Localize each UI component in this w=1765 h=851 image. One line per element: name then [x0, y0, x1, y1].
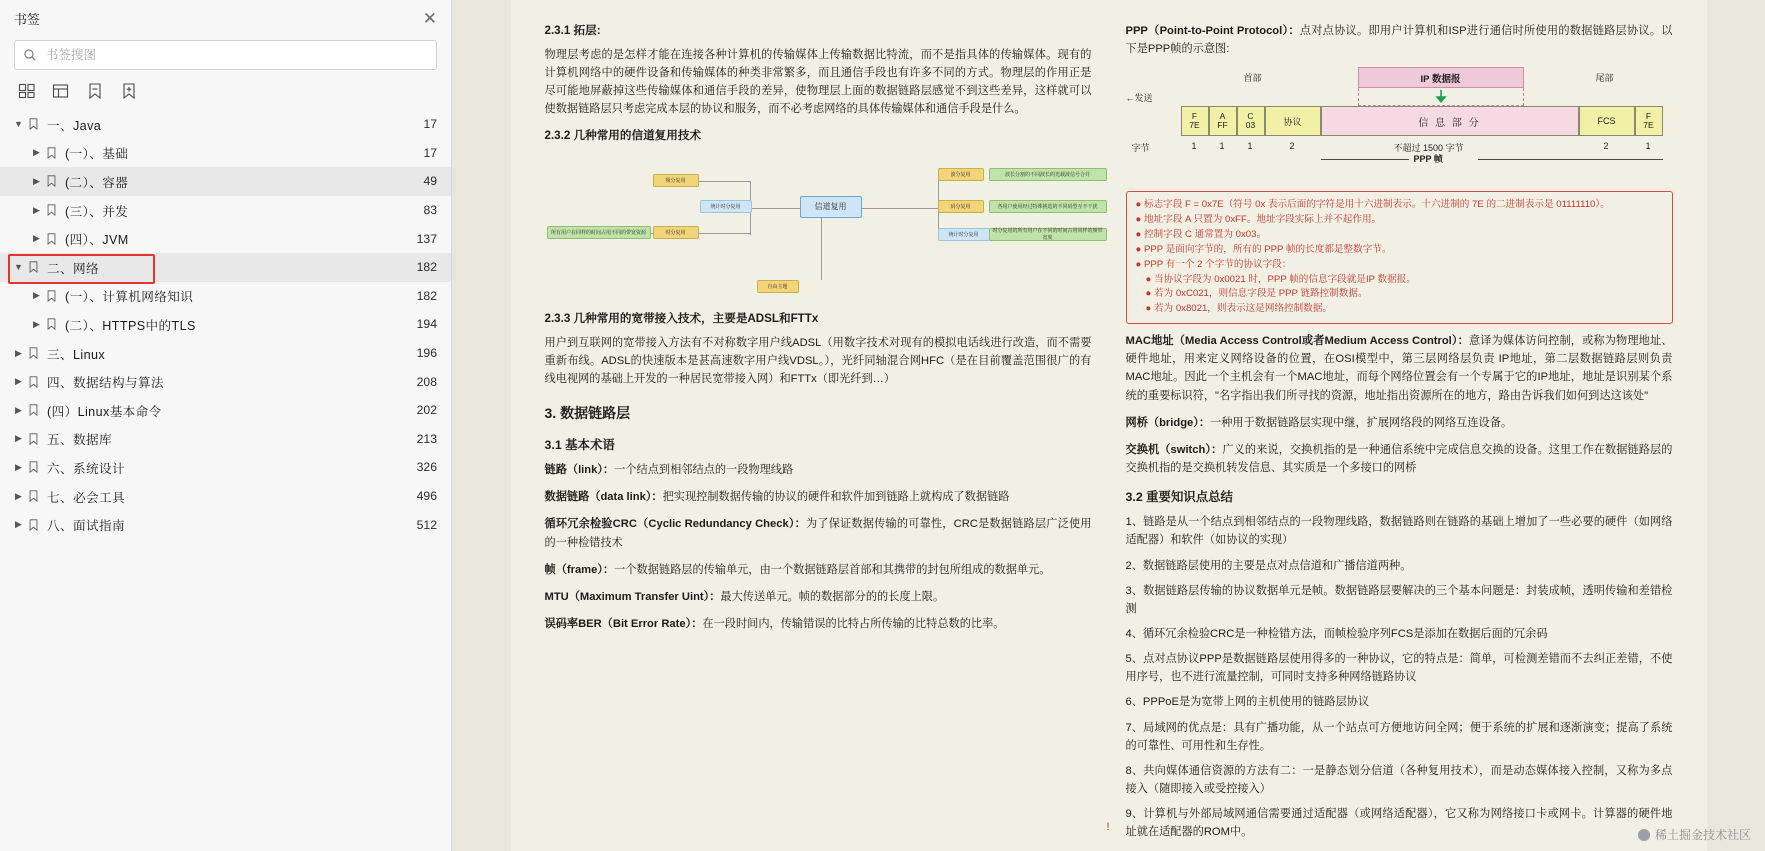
- expand-all-icon[interactable]: [18, 82, 36, 100]
- document-right-column: [1126, 22, 1673, 851]
- bookmark-label: 五、数据库: [47, 433, 112, 448]
- summary-point: 1、链路是从一个结点到相邻结点的一段物理线路，数据链路则在链路的基础上增加了一些必要的硬件（如网络适配器）和软件（如协议的实现）: [1125, 516, 1673, 547]
- bookmark-item[interactable]: [0, 282, 451, 311]
- bookmark-item[interactable]: [0, 196, 451, 225]
- chevron-right-icon[interactable]: ▶: [15, 433, 22, 444]
- pdf-page: [511, 0, 1707, 851]
- byte-label: 字节: [1131, 143, 1150, 154]
- search-input[interactable]: [44, 47, 428, 63]
- down-arrow-icon: [1433, 89, 1449, 105]
- bookmark-label: (一）、基础: [65, 147, 129, 162]
- diagram-node: 所有用户在同样的时间占用不同的带宽资源: [547, 226, 651, 239]
- ip-dashed-region: [1358, 88, 1524, 106]
- bookmark-page-number: 17: [423, 117, 437, 132]
- bookmark-page-number: 17: [423, 145, 437, 160]
- term-name: 数据链路（data link）：: [544, 491, 663, 504]
- add-bookmark-icon[interactable]: [86, 82, 104, 100]
- term-name: 误码率BER（Bit Error Rate）：: [544, 617, 703, 630]
- bookmark-icon: [27, 376, 40, 388]
- bookmark-item[interactable]: [0, 339, 451, 368]
- watermark-logo-icon: [1638, 829, 1650, 841]
- bookmark-icon: [27, 261, 40, 273]
- heading-2-3-1: 2.3.1 拓层:: [544, 24, 601, 37]
- term-definition: 最大传送单元。帧的数据部分的的长度上限。: [720, 590, 945, 603]
- bookmark-label: (四）Linux基本命令: [47, 404, 162, 419]
- frame-cell-protocol: 协议: [1265, 106, 1321, 136]
- bookmark-label: (三）、并发: [65, 204, 129, 219]
- bookmark-item[interactable]: [0, 425, 451, 454]
- bookmark-label: 六、系统设计: [47, 461, 125, 476]
- ip-datagram-box: IP 数据报: [1358, 67, 1524, 88]
- ppp-notes-box: [1126, 191, 1673, 324]
- close-icon[interactable]: ✕: [422, 8, 437, 28]
- bookmark-label: (四）、JVM: [65, 233, 129, 248]
- diagram-node: 各用户使用经过特殊挑选的不同码型互不干扰: [989, 200, 1107, 213]
- term-name: MTU（Maximum Transfer Uint）：: [544, 590, 721, 603]
- bookmark-page-number: 182: [416, 260, 437, 275]
- summary-point: 7、局域网的优点是：具有广播功能，从一个站点可方便地访问全网；便于系统的扩展和逐渐演变；提高了系统的可靠性、可用性和生存性。: [1125, 721, 1673, 752]
- bookmark-icon: [27, 118, 40, 130]
- bookmark-label: 七、必会工具: [47, 490, 125, 505]
- chevron-right-icon[interactable]: ▶: [33, 233, 40, 244]
- bookmark-item[interactable]: [0, 396, 451, 425]
- summary-point: 6、PPPoE是为宽带上网的主机使用的链路层协议: [1125, 696, 1370, 709]
- ppp-note-text: PPP 有一个 2 个字节的协议字段：: [1143, 258, 1292, 270]
- heading-3-1-basic-terms: 3.1 基本术语: [544, 438, 615, 452]
- chevron-right-icon[interactable]: ▶: [15, 461, 22, 472]
- bookmark-item[interactable]: [0, 139, 451, 168]
- bookmark-item[interactable]: [0, 224, 451, 253]
- bridge-paragraph: [1126, 414, 1673, 432]
- term-name: 循环冗余检验CRC（Cyclic Redundancy Check）：: [544, 518, 806, 531]
- term-name: 链路（link）：: [544, 464, 615, 477]
- ppp-note-text: 若为 0x8021，则表示这是网络控制数据。: [1153, 303, 1333, 315]
- bridge-term: 网桥（bridge）：: [1125, 416, 1211, 429]
- bookmark-icon: [27, 347, 40, 359]
- bookmark-search-wrap: [0, 36, 451, 78]
- diagram-node: 时分复用: [653, 226, 699, 239]
- ppp-note-text: 控制字段 C 通常置为 0x03。: [1143, 229, 1267, 240]
- diagram-node: 波长分割的不同波长的光载波信号合并: [989, 168, 1107, 181]
- bookmark-item[interactable]: [0, 167, 451, 196]
- frame-cell-A: A FF: [1209, 106, 1237, 136]
- term-entry: [545, 615, 1092, 633]
- frame-cell-F2: F 7E: [1635, 106, 1663, 136]
- collapse-all-icon[interactable]: [52, 82, 70, 100]
- chevron-right-icon[interactable]: ▶: [33, 290, 40, 301]
- summary-point: 4、循环冗余检验CRC是一种检错方法，而帧检验序列FCS是添加在数据后面的冗余码: [1125, 627, 1548, 640]
- bookmark-page-number: 213: [416, 431, 437, 446]
- bookmark-page-number: 49: [423, 174, 437, 189]
- bookmark-label: (二）、HTTPS中的TLS: [65, 318, 196, 333]
- bookmark-item[interactable]: [0, 253, 451, 282]
- bookmark-item[interactable]: [0, 510, 451, 539]
- bookmarks-header: [0, 0, 451, 36]
- bookmark-label: 三、Linux: [47, 347, 106, 362]
- bookmark-page-number: 512: [416, 517, 437, 532]
- bookmarks-panel: [0, 0, 452, 851]
- term-definition: 把实现控制数据传输的协议的硬件和软件加到链路上就构成了数据链路: [662, 491, 1010, 504]
- bookmark-icon: [45, 147, 58, 159]
- ppp-note-text: PPP 是面向字节的，所有的 PPP 帧的长度都是整数字节。: [1143, 243, 1392, 255]
- ppp-frame-diagram: ←发送 首部 尾部 IP 数据报 F 7E A FF C 03 协议 信 息 部 分 FCS F 7E 字节 1 1 1 2 不超过 1500 字节 2 1 PPP 帧: [1126, 67, 1673, 185]
- summary-points-list: [1126, 513, 1673, 841]
- switch-term: 交换机（switch）：: [1125, 443, 1223, 456]
- frame-cell-info: 信 息 部 分: [1321, 106, 1579, 136]
- bookmark-page-number: 202: [416, 403, 437, 418]
- bookmark-icon: [45, 204, 58, 216]
- term-definition: 一个数据链路层的传输单元，由一个数据链路层首部和其携带的封包所组成的数据单元。: [614, 563, 1051, 576]
- bookmark-item[interactable]: [0, 310, 451, 339]
- bookmark-icon: [27, 490, 40, 502]
- term-definition: 在一段时间内，传输错误的比特占所传输的比特总数的比率。: [702, 617, 1005, 630]
- chevron-right-icon[interactable]: ▶: [15, 404, 22, 415]
- term-entry: [545, 461, 1092, 479]
- heading-3-data-link-layer: 3. 数据链路层: [544, 405, 631, 422]
- page-marker: !: [1106, 821, 1110, 833]
- ppp-note-item: ● 控制字段 C 通常置为 0x03。: [1135, 229, 1267, 240]
- ppp-note-text: 当协议字段为 0x0021 时，PPP 帧的信息字段就是IP 数据报。: [1153, 273, 1416, 285]
- bookmark-toolbar: [0, 78, 451, 108]
- ppp-note-text: 标志字段 F = 0x7E（符号 0x 表示后面的字符是用十六进制表示。十六进制的 7E 的二进制表示是 01111110）。: [1143, 199, 1610, 211]
- bookmark-icon: [27, 461, 40, 473]
- term-entry: [545, 561, 1092, 579]
- bookmark-icon: [45, 233, 58, 245]
- diagram-node: 统计时分复用: [700, 200, 752, 213]
- diagram-node: 时分复用的所有用户在不同的时间占用同样的频带宽度: [989, 228, 1107, 241]
- chevron-right-icon[interactable]: ▶: [15, 347, 22, 358]
- diagram-node: 统计时分复用: [938, 228, 990, 241]
- term-entry: [545, 488, 1092, 506]
- ppp-note-item: ● PPP 有一个 2 个字节的协议字段：: [1135, 258, 1292, 270]
- terms-list: [545, 461, 1092, 633]
- bookmark-item[interactable]: [0, 482, 451, 511]
- diagram-node: 自由主题: [757, 280, 799, 293]
- send-label: ←发送: [1125, 93, 1153, 104]
- tail-label: 尾部: [1595, 73, 1614, 84]
- ppp-frame-label: PPP 帧: [1413, 154, 1443, 165]
- bookmark-item[interactable]: [0, 367, 451, 396]
- edit-bookmark-icon[interactable]: [120, 82, 138, 100]
- ppp-note-item: ● 若为 0x8021，则表示这是网络控制数据。: [1145, 303, 1333, 315]
- bookmarks-title: 书签: [14, 11, 41, 27]
- switch-desc: 广义的来说，交换机指的是一种通信系统中完成信息交换的设备。这里工作在数据链路层的交换机指的是交换机转发信息、其实质是一个多接口的网桥: [1125, 443, 1673, 474]
- bookmark-search-box[interactable]: [14, 40, 437, 70]
- bookmark-label: 一、Java: [47, 118, 102, 133]
- bookmark-page-number: 83: [423, 203, 437, 218]
- chevron-right-icon[interactable]: ▶: [33, 147, 40, 158]
- summary-point: 9、计算机与外部局域网通信需要通过适配器（或网络适配器），它又称为网络接口卡或网卡。计算器的硬件地址就在适配器的ROM中。: [1125, 808, 1673, 839]
- term-entry: [545, 515, 1092, 551]
- bookmark-page-number: 496: [416, 489, 437, 504]
- chevron-down-icon[interactable]: ▼: [14, 118, 23, 129]
- bookmark-page-number: 326: [416, 460, 437, 475]
- heading-3-2-summary: 3.2 重要知识点总结: [1125, 490, 1233, 505]
- bookmark-icon: [27, 433, 40, 445]
- ppp-note-item: ● 当协议字段为 0x0021 时，PPP 帧的信息字段就是IP 数据报。: [1145, 273, 1416, 285]
- bookmark-page-number: 194: [416, 317, 437, 332]
- bookmark-page-number: 182: [416, 288, 437, 303]
- document-left-column: [544, 22, 1103, 851]
- bookmark-item[interactable]: [0, 453, 451, 482]
- switch-paragraph: [1126, 441, 1673, 477]
- ppp-note-item: ● 若为 0xC021，则信息字段是 PPP 链路控制数据。: [1145, 288, 1368, 300]
- term-entry: [545, 588, 1092, 606]
- ppp-note-text: 地址字段 A 只置为 0xFF。地址字段实际上并不起作用。: [1143, 214, 1382, 226]
- chevron-right-icon[interactable]: ▶: [33, 204, 40, 215]
- frame-cell-fcs: FCS: [1579, 106, 1635, 136]
- diagram-node: 码分复用: [938, 200, 984, 213]
- chevron-right-icon[interactable]: ▶: [15, 376, 22, 387]
- bookmark-label: (一）、计算机网络知识: [65, 290, 194, 305]
- ppp-intro: [1126, 22, 1673, 58]
- ppp-note-item: ● PPP 是面向字节的，所有的 PPP 帧的长度都是整数字节。: [1135, 243, 1392, 255]
- bookmark-label: 四、数据结构与算法: [47, 376, 164, 391]
- chevron-right-icon[interactable]: ▶: [15, 490, 22, 501]
- bookmark-icon: [45, 175, 58, 187]
- bookmark-item[interactable]: [0, 110, 451, 139]
- term-definition: 一个结点到相邻结点的一段物理线路: [614, 464, 794, 477]
- paragraph-2-3-1: 物理层考虑的是怎样才能在连接各种计算机的传输媒体上传输数据比特流，而不是指具体的传输媒体。现有的计算机网络中的硬件设备和传输媒体的种类非常繁多，而且通信手段也有许多不同的方式。物理层的作用正是尽可能地屏蔽掉这些传输媒体和通信手段的差异，使物理层上面的数据链路层感觉不到这些差异，这样就可以使数据链路层只考虑完成本层的协议和服务，而不必考虑网络的具体传输媒体和通信手段是什么。: [544, 48, 1092, 116]
- summary-point: 3、数据链路层传输的协议数据单元是帧。数据链路层要解决的三个基本问题是：封装成帧，透明传输和差错检测: [1125, 584, 1673, 615]
- ppp-note-item: ● 地址字段 A 只置为 0xFF。地址字段实际上并不起作用。: [1135, 214, 1382, 226]
- ppp-term: PPP（Point-to-Point Protocol）：: [1125, 25, 1300, 37]
- mac-paragraph: [1126, 332, 1673, 405]
- diagram-center-node: 信道复用: [800, 196, 862, 218]
- chevron-right-icon[interactable]: ▶: [15, 519, 22, 530]
- frame-cell-F1: F 7E: [1181, 106, 1209, 136]
- bookmark-icon: [27, 519, 40, 531]
- bookmark-page-number: 208: [416, 374, 437, 389]
- ppp-note-text: 若为 0xC021，则信息字段是 PPP 链路控制数据。: [1153, 288, 1368, 300]
- multiplexing-diagram: [545, 152, 1103, 300]
- paragraph-2-3-3: 用户到互联网的宽带接入方法有不对称数字用户线ADSL（用数字技术对现有的模拟电话线进行改造，而不需要重新布线。ADSL的快速版本是甚高速数字用户线VDSL。），光纤同轴混合网HFC（是在目前覆盖范围很广的有线电视网的基础上开发的一种居民宽带接入网）和FTTx（即光纤到…）: [544, 336, 1092, 386]
- bookmark-icon: [45, 318, 58, 330]
- term-definition: 为了保证数据传输的可靠性，CRC是数据链路层广泛使用的一种检错技术: [544, 518, 1092, 549]
- summary-point: 5、点对点协议PPP是数据链路层使用得多的一种协议，它的特点是：简单，可检测差错而不去纠正差错，不使用序号，也不进行流量控制，可同时支持多种网络链路协议: [1125, 653, 1673, 684]
- document-viewer[interactable]: [452, 0, 1765, 851]
- term-name: 帧（frame）：: [544, 563, 615, 576]
- frame-cell-C: C 03: [1237, 106, 1265, 136]
- watermark: [1638, 826, 1751, 843]
- diagram-node: 波分复用: [938, 168, 984, 181]
- bookmark-icon: [27, 404, 40, 416]
- chevron-right-icon[interactable]: ▶: [33, 175, 40, 186]
- bridge-desc: 一种用于数据链路层实现中继，扩展网络段的网络互连设备。: [1210, 416, 1513, 429]
- bookmark-label: 八、面试指南: [47, 519, 125, 534]
- chevron-right-icon[interactable]: ▶: [33, 318, 40, 329]
- ppp-desc: 点对点协议。即用户计算机和ISP进行通信时所使用的数据链路层协议。以下是PPP帧的示意图:: [1125, 25, 1673, 56]
- ppp-note-item: ● 标志字段 F = 0x7E（符号 0x 表示后面的字符是用十六进制表示。十六进制的 7E 的二进制表示是 01111110）。: [1135, 199, 1610, 211]
- mac-term: MAC地址（Media Access Control或者Medium Access Control）：: [1125, 335, 1469, 348]
- summary-point: 2、数据链路层使用的主要是点对点信道和广播信道两种。: [1125, 559, 1412, 572]
- heading-2-3-2: 2.3.2 几种常用的信道复用技术: [544, 129, 702, 143]
- mac-desc: 意译为媒体访问控制，或称为物理地址、硬件地址，用来定义网络设备的位置，在OSI模型中，第三层网络层负责 IP地址，第二层数据链路层则负责 MAC地址。因此一个主机会有一个MAC地址，而每个网络位置会有一个专属于它的IP地址，地址是识别某个系统的重要标识符，"名字指出我们所寻找的资源，地址指出资源所在的地方，路由告诉我们如何到达这该处": [1125, 335, 1673, 402]
- diagram-node: 频分复用: [653, 174, 699, 187]
- bookmark-label: 二、网络: [47, 261, 99, 276]
- bookmark-page-number: 196: [416, 346, 437, 361]
- watermark-text: 稀土掘金技术社区: [1654, 828, 1751, 842]
- heading-2-3-3: 2.3.3 几种常用的宽带接入技术，主要是ADSL和FTTx: [544, 312, 819, 326]
- bookmark-label: (二）、容器: [65, 175, 129, 190]
- summary-point: 8、共向媒体通信资源的方法有二：一是静态划分信道（各种复用技术），而是动态媒体接入控制，又称为多点接入（随即接入或受控接入）: [1125, 764, 1673, 795]
- head-label: 首部: [1243, 73, 1262, 84]
- bookmark-list[interactable]: [0, 108, 451, 539]
- bookmark-page-number: 137: [416, 231, 437, 246]
- search-icon: [23, 48, 37, 62]
- chevron-down-icon[interactable]: ▼: [14, 261, 23, 272]
- bookmark-icon: [45, 290, 58, 302]
